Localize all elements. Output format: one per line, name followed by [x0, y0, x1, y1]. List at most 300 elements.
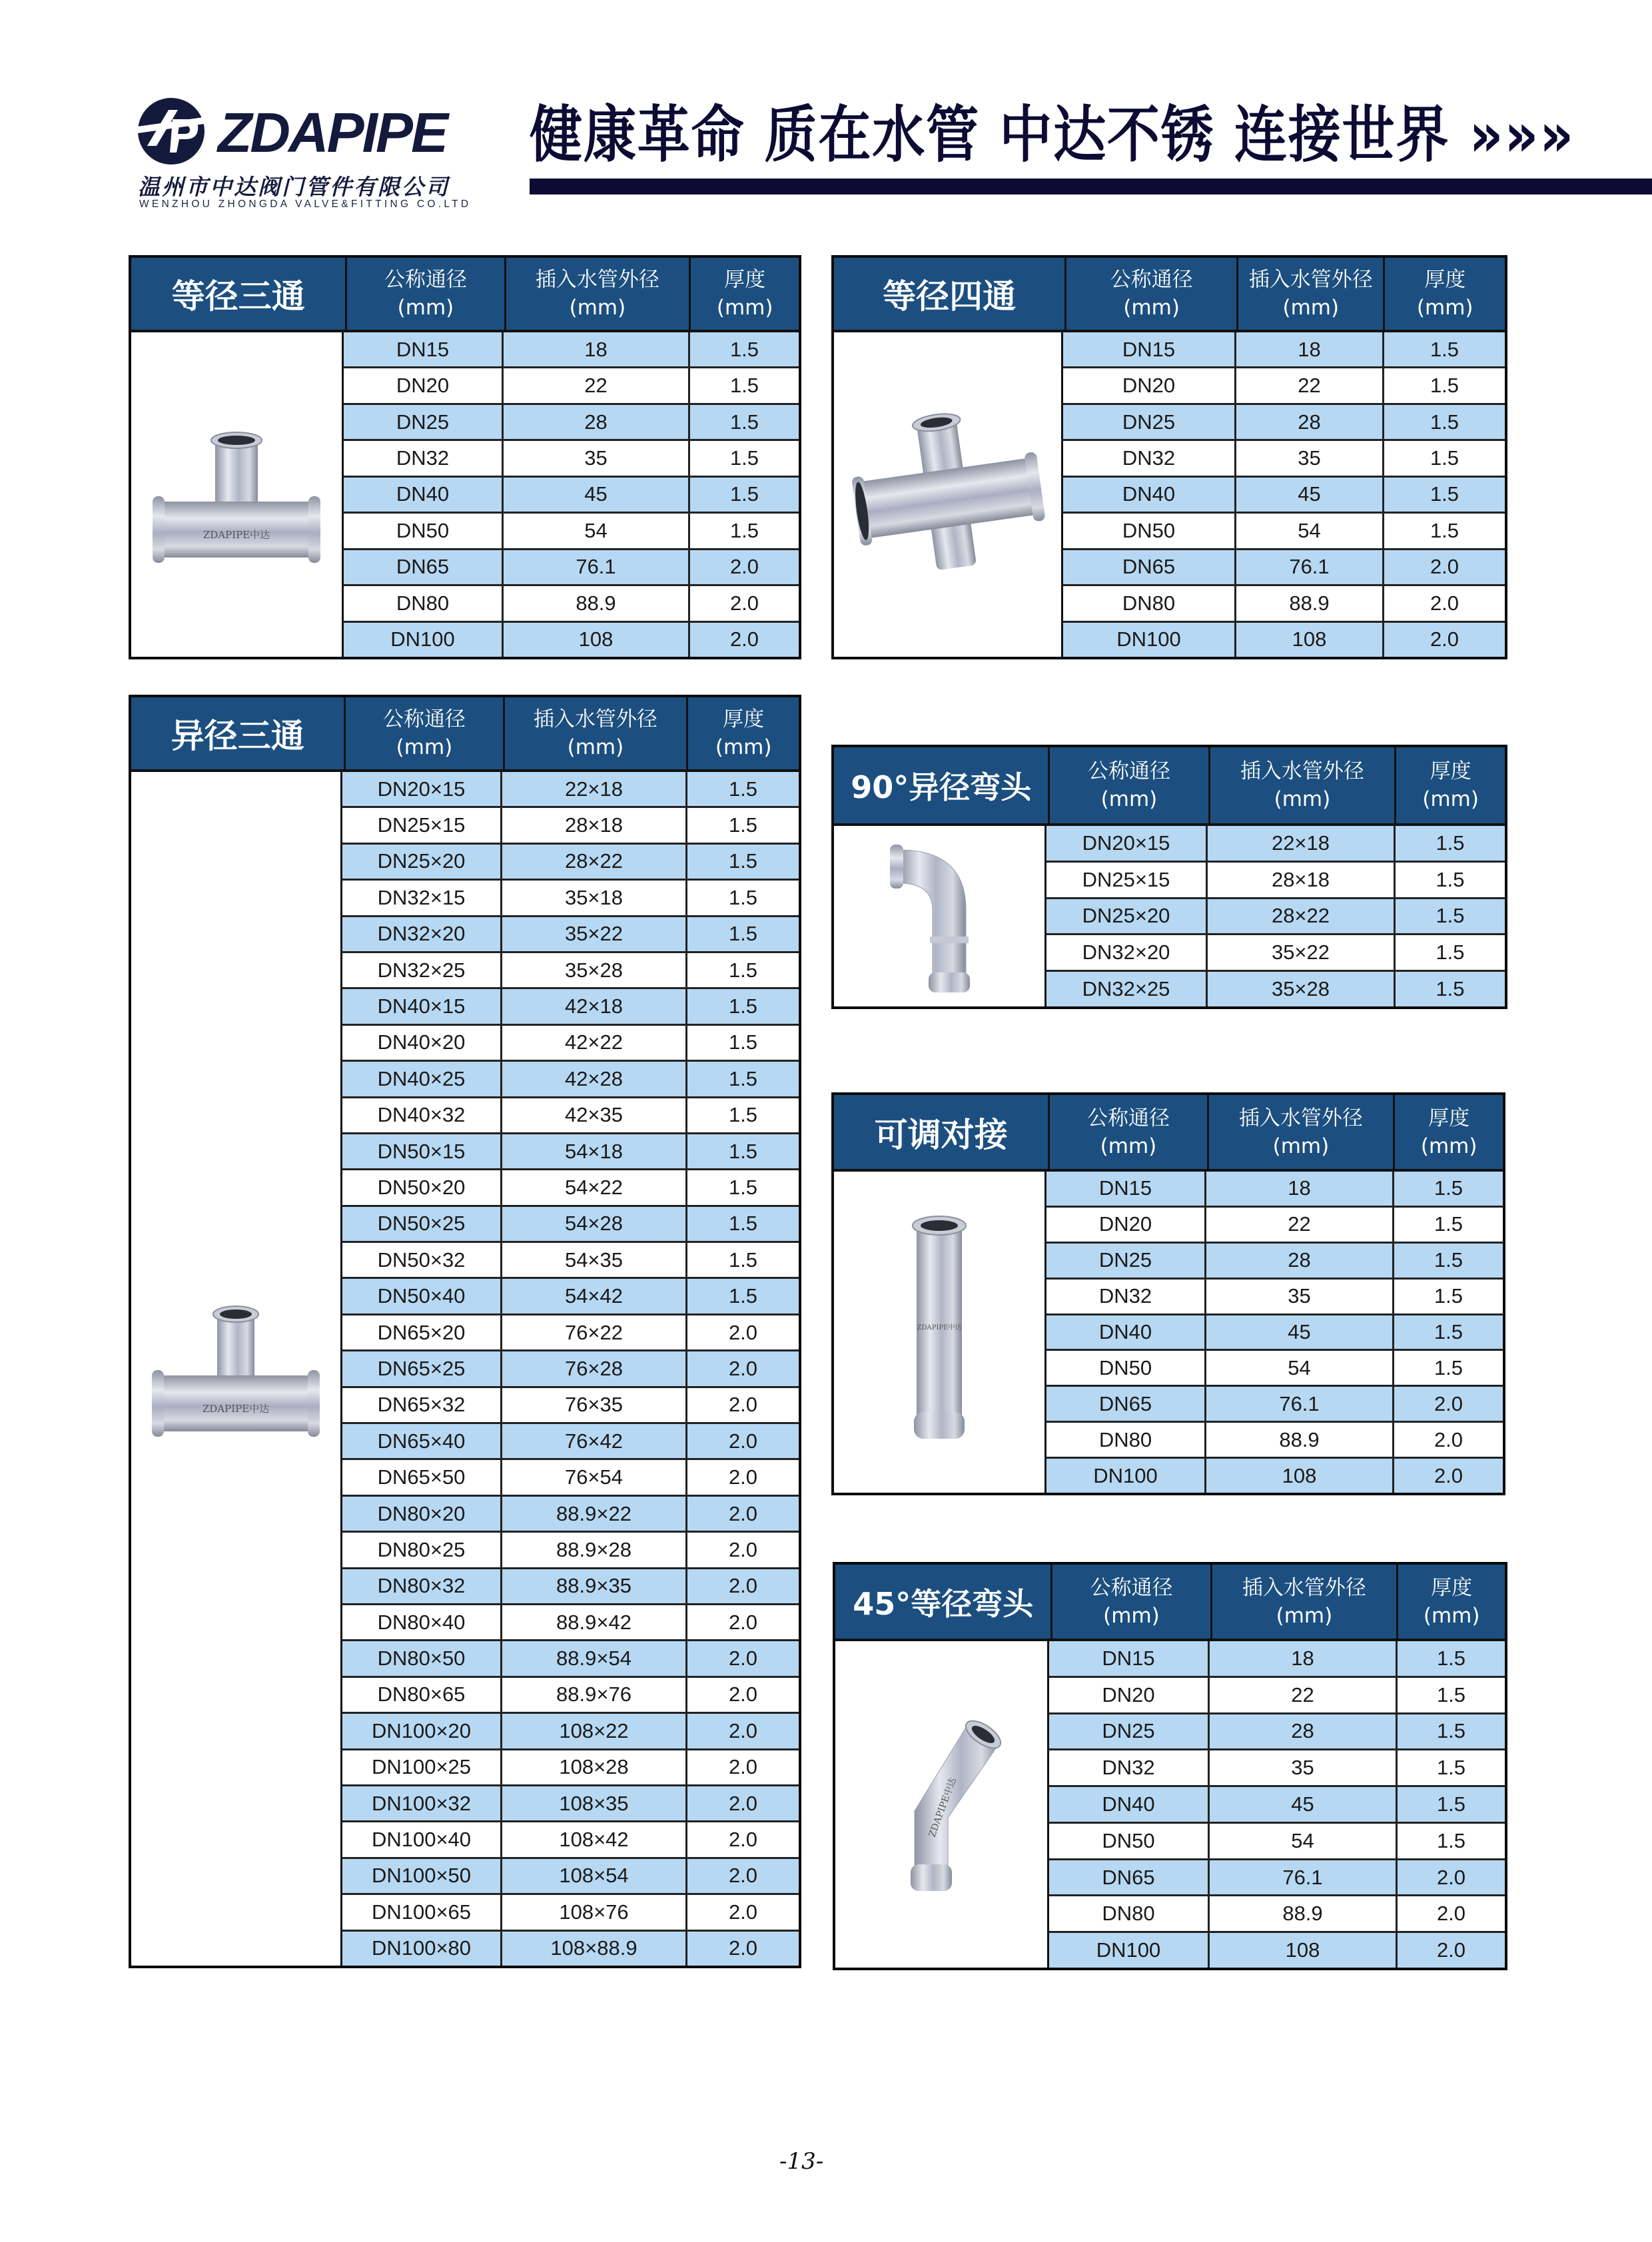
- table-row: [342, 989, 799, 1025]
- column-header-label: 公称通径: [1086, 1106, 1170, 1130]
- cell-outer-diameter: 35: [1210, 1750, 1398, 1785]
- cell-nominal-diameter: DN80: [1046, 1423, 1206, 1457]
- svg-text:ZDAPIPE中达: ZDAPIPE中达: [202, 1403, 270, 1415]
- table-row: [1063, 441, 1505, 477]
- cell-outer-diameter: 54: [1210, 1824, 1398, 1858]
- page-number: -13-: [779, 2148, 824, 2175]
- cell-outer-diameter: 28×18: [1208, 863, 1396, 897]
- cell-outer-diameter: 28×18: [502, 808, 687, 842]
- column-header-thickness: [691, 258, 799, 330]
- table-row: [342, 1207, 799, 1243]
- cell-nominal-diameter: DN32: [344, 441, 504, 475]
- table-row: [344, 332, 799, 368]
- cell-nominal-diameter: DN50×15: [342, 1134, 502, 1168]
- column-header-unit: (mm): [1416, 296, 1473, 320]
- table-row: [342, 1243, 799, 1279]
- column-header-unit: (mm): [1100, 1134, 1157, 1158]
- cell-nominal-diameter: DN65: [1063, 550, 1236, 584]
- cell-outer-diameter: 42×22: [502, 1026, 687, 1060]
- cell-outer-diameter: 22: [504, 368, 690, 402]
- column-header-nominal: [346, 697, 504, 769]
- cell-thickness: 1.5: [1436, 831, 1465, 855]
- column-header-thickness: [1395, 1095, 1503, 1169]
- cell-nominal-diameter: DN50×20: [342, 1170, 502, 1204]
- spec-table-reducing-elbow-90: [831, 745, 1507, 1009]
- table-row: [342, 1460, 799, 1496]
- table-row: [1063, 586, 1505, 622]
- cell-thickness: 1.5: [728, 1139, 758, 1163]
- table-header: [834, 1095, 1503, 1172]
- cell-thickness: 1.5: [728, 813, 758, 837]
- cell-nominal-diameter: DN40: [1063, 478, 1236, 512]
- column-header-label: 厚度: [1431, 1575, 1473, 1600]
- cell-outer-diameter: 76.1: [1206, 1387, 1394, 1421]
- cell-thickness: 2.0: [728, 1755, 758, 1779]
- column-header-unit: (mm): [1123, 296, 1180, 320]
- table-row: [344, 478, 799, 514]
- logo-company-cn: 温州市中达阀门管件有限公司: [138, 174, 450, 200]
- cell-outer-diameter: 108: [1236, 623, 1384, 657]
- equal-tee-fitting-image: [131, 332, 344, 657]
- table-row: [344, 550, 799, 586]
- cell-nominal-diameter: DN100×32: [342, 1786, 502, 1820]
- column-header-unit: (mm): [1274, 787, 1331, 811]
- table-row: [342, 808, 799, 844]
- table-row: [1049, 1787, 1505, 1824]
- table-row: [342, 1932, 799, 1966]
- table-rows: [342, 772, 799, 1966]
- table-row: [1063, 478, 1505, 514]
- cell-thickness: 1.5: [728, 1175, 758, 1199]
- cell-nominal-diameter: DN50: [344, 514, 504, 548]
- cell-thickness: 2.0: [1430, 627, 1459, 651]
- table-row: [344, 623, 799, 657]
- table-row: [1046, 972, 1505, 1006]
- cell-nominal-diameter: DN40×25: [342, 1062, 502, 1096]
- cell-outer-diameter: 76×42: [502, 1424, 687, 1458]
- cell-thickness: 1.5: [729, 482, 759, 506]
- cell-outer-diameter: 35: [504, 441, 690, 475]
- table-row: [342, 1388, 799, 1424]
- cell-outer-diameter: 18: [1206, 1172, 1394, 1206]
- cell-thickness: 1.5: [1434, 1212, 1463, 1236]
- cell-outer-diameter: 88.9: [1210, 1896, 1398, 1931]
- cell-outer-diameter: 88.9: [1236, 586, 1384, 620]
- cell-outer-diameter: 88.9×35: [502, 1569, 687, 1603]
- cell-thickness: 1.5: [729, 410, 759, 434]
- cell-thickness: 1.5: [728, 777, 758, 801]
- cell-thickness: 2.0: [728, 1356, 758, 1380]
- table-row: [1063, 332, 1505, 368]
- table-row: [342, 1134, 799, 1170]
- table-row: [1049, 1678, 1505, 1714]
- cell-nominal-diameter: DN32×25: [1046, 972, 1208, 1006]
- cell-outer-diameter: 45: [1236, 478, 1384, 512]
- column-header-nominal: [1050, 747, 1210, 823]
- column-header-label: 插入水管外径: [1242, 1575, 1366, 1600]
- table-header: [834, 747, 1505, 826]
- table-row: [1063, 623, 1505, 657]
- cell-nominal-diameter: DN20: [344, 368, 504, 402]
- zp-logo-icon: [137, 97, 206, 166]
- cell-thickness: 1.5: [1430, 446, 1459, 470]
- cell-outer-diameter: 35×28: [502, 953, 687, 987]
- table-row: [342, 1641, 799, 1677]
- cell-thickness: 1.5: [1430, 410, 1459, 434]
- column-header-label: 公称通径: [384, 268, 467, 292]
- cell-thickness: 1.5: [728, 1103, 758, 1127]
- cell-outer-diameter: 22×18: [502, 772, 687, 806]
- cell-outer-diameter: 42×35: [502, 1098, 687, 1132]
- cell-thickness: 1.5: [728, 849, 758, 873]
- table-row: [342, 1678, 799, 1714]
- cell-thickness: 1.5: [1436, 1828, 1466, 1852]
- cell-outer-diameter: 35×18: [502, 881, 687, 915]
- cell-outer-diameter: 76×22: [502, 1315, 687, 1349]
- column-header-label: 公称通径: [1090, 1575, 1173, 1600]
- cell-nominal-diameter: DN65×20: [342, 1315, 502, 1349]
- cell-nominal-diameter: DN65: [1049, 1860, 1210, 1895]
- cell-thickness: 1.5: [1436, 940, 1465, 964]
- column-header-thickness: [1396, 747, 1505, 823]
- table-rows: [1046, 826, 1505, 1006]
- cell-thickness: 2.0: [728, 1718, 758, 1742]
- cell-outer-diameter: 108×28: [502, 1750, 687, 1784]
- slogan-underline-bar: [530, 179, 1652, 194]
- table-header: [835, 1565, 1505, 1641]
- cell-outer-diameter: 88.9×76: [502, 1678, 687, 1712]
- table-title: 90°异径弯头: [834, 747, 1050, 823]
- cell-nominal-diameter: DN80×32: [342, 1569, 502, 1603]
- cell-outer-diameter: 88.9×54: [502, 1641, 687, 1675]
- column-header-od: [1238, 258, 1385, 330]
- cell-outer-diameter: 108: [504, 623, 690, 657]
- table-row: [1046, 899, 1505, 936]
- table-row: [342, 1497, 799, 1533]
- cell-outer-diameter: 54×35: [502, 1243, 687, 1277]
- cell-nominal-diameter: DN100×50: [342, 1859, 502, 1893]
- cell-nominal-diameter: DN80×65: [342, 1678, 502, 1712]
- cell-thickness: 1.5: [1436, 904, 1465, 928]
- cell-nominal-diameter: DN40×15: [342, 989, 502, 1023]
- cell-thickness: 1.5: [729, 337, 759, 361]
- cell-nominal-diameter: DN15: [1046, 1172, 1206, 1206]
- column-header-label: 厚度: [1428, 1106, 1470, 1130]
- cell-outer-diameter: 35: [1206, 1280, 1394, 1313]
- table-row: [1046, 1351, 1503, 1387]
- column-header-thickness: [1398, 1565, 1505, 1639]
- cell-nominal-diameter: DN80×25: [342, 1533, 502, 1567]
- cell-thickness: 1.5: [1434, 1176, 1463, 1200]
- column-header-label: 厚度: [1430, 759, 1471, 783]
- spec-table-equal-tee: [129, 255, 801, 659]
- cell-nominal-diameter: DN40: [1046, 1315, 1206, 1349]
- table-row: [1049, 1896, 1505, 1933]
- cell-outer-diameter: 88.9: [504, 586, 690, 620]
- cell-thickness: 1.5: [728, 958, 758, 982]
- table-row: [342, 1098, 799, 1134]
- cell-outer-diameter: 54×42: [502, 1279, 687, 1313]
- cell-thickness: 2.0: [728, 1429, 758, 1453]
- table-title: 等径三通: [131, 258, 347, 330]
- cell-thickness: 2.0: [728, 1537, 758, 1561]
- cell-nominal-diameter: DN15: [344, 332, 504, 366]
- cell-outer-diameter: 76.1: [1210, 1860, 1398, 1895]
- cell-outer-diameter: 76×54: [502, 1460, 687, 1494]
- cell-outer-diameter: 108: [1206, 1459, 1394, 1493]
- cell-thickness: 2.0: [728, 1610, 758, 1634]
- column-header-od: [505, 697, 689, 769]
- table-row: [1063, 550, 1505, 586]
- column-header-unit: (mm): [1423, 1603, 1480, 1628]
- cell-outer-diameter: 88.9×42: [502, 1605, 687, 1639]
- table-row: [1049, 1750, 1505, 1787]
- table-row: [1046, 826, 1505, 863]
- svg-text:ZDAPIPE中达: ZDAPIPE中达: [927, 1776, 959, 1839]
- cell-thickness: 1.5: [728, 994, 758, 1018]
- cell-nominal-diameter: DN80: [1063, 586, 1236, 620]
- table-row: [1063, 405, 1505, 441]
- table-row: [1046, 1172, 1503, 1208]
- cell-outer-diameter: 108×42: [502, 1822, 687, 1856]
- cell-outer-diameter: 28×22: [1208, 899, 1396, 934]
- cell-outer-diameter: 45: [504, 478, 690, 512]
- cell-thickness: 1.5: [1434, 1320, 1463, 1343]
- table-row: [342, 1714, 799, 1750]
- cell-nominal-diameter: DN65×40: [342, 1424, 502, 1458]
- cell-outer-diameter: 88.9×28: [502, 1533, 687, 1567]
- cell-nominal-diameter: DN50: [1063, 514, 1236, 548]
- column-header-unit: (mm): [1422, 787, 1479, 811]
- cell-outer-diameter: 108×35: [502, 1786, 687, 1820]
- cell-nominal-diameter: DN32×20: [1046, 935, 1208, 970]
- cell-thickness: 1.5: [1436, 1756, 1466, 1780]
- cell-nominal-diameter: DN65: [344, 550, 504, 584]
- column-header-label: 厚度: [723, 707, 765, 731]
- cell-nominal-diameter: DN80: [1049, 1896, 1210, 1931]
- table-row: [1049, 1641, 1505, 1678]
- cell-thickness: 1.5: [729, 374, 759, 398]
- cell-nominal-diameter: DN100: [344, 623, 504, 657]
- table-row: [342, 1026, 799, 1062]
- table-row: [344, 441, 799, 477]
- cell-thickness: 1.5: [728, 1030, 758, 1054]
- cell-nominal-diameter: DN50×32: [342, 1243, 502, 1277]
- cell-thickness: 2.0: [728, 1501, 758, 1525]
- table-row: [1046, 1244, 1503, 1280]
- cell-outer-diameter: 22×18: [1208, 826, 1396, 861]
- cell-nominal-diameter: DN100×80: [342, 1932, 502, 1966]
- column-header-unit: (mm): [1282, 296, 1340, 320]
- cell-thickness: 2.0: [728, 1900, 758, 1924]
- cell-nominal-diameter: DN40: [1049, 1787, 1210, 1822]
- cell-thickness: 1.5: [1436, 1719, 1466, 1743]
- table-row: [344, 405, 799, 441]
- cell-outer-diameter: 18: [1210, 1641, 1398, 1676]
- cell-thickness: 2.0: [729, 627, 759, 651]
- table-row: [1046, 863, 1505, 899]
- cell-outer-diameter: 28: [1236, 405, 1384, 439]
- cell-thickness: 1.5: [1436, 977, 1465, 1001]
- column-header-unit: (mm): [716, 296, 773, 320]
- cell-nominal-diameter: DN25: [344, 405, 504, 439]
- cell-thickness: 1.5: [728, 1212, 758, 1236]
- cell-thickness: 2.0: [728, 1828, 758, 1852]
- table-row: [1046, 1280, 1503, 1315]
- cell-outer-diameter: 28: [1206, 1244, 1394, 1278]
- cell-outer-diameter: 54: [1206, 1351, 1394, 1385]
- table-row: [342, 1750, 799, 1786]
- column-header-unit: (mm): [569, 296, 626, 320]
- table-rows: [1046, 1172, 1503, 1493]
- cell-thickness: 1.5: [728, 1066, 758, 1090]
- cell-nominal-diameter: DN100×25: [342, 1750, 502, 1784]
- column-header-od: [506, 258, 691, 330]
- column-header-label: 公称通径: [1110, 268, 1193, 292]
- cell-outer-diameter: 76.1: [504, 550, 690, 584]
- cell-thickness: 1.5: [1436, 867, 1465, 891]
- cell-nominal-diameter: DN32: [1046, 1280, 1206, 1313]
- table-row: [342, 1822, 799, 1858]
- cell-thickness: 2.0: [729, 591, 759, 615]
- column-header-unit: (mm): [1276, 1603, 1333, 1628]
- cell-outer-diameter: 54: [1236, 514, 1384, 548]
- table-row: [1049, 1824, 1505, 1860]
- spec-table-equal-cross: [831, 255, 1507, 659]
- cell-nominal-diameter: DN20: [1049, 1678, 1210, 1712]
- column-header-unit: (mm): [1420, 1134, 1477, 1158]
- table-row: [342, 953, 799, 989]
- cell-nominal-diameter: DN100: [1063, 623, 1236, 657]
- cell-nominal-diameter: DN32: [1049, 1750, 1210, 1785]
- cell-thickness: 2.0: [728, 1936, 758, 1960]
- table-row: [342, 881, 799, 917]
- cell-nominal-diameter: DN25: [1046, 1244, 1206, 1278]
- cell-nominal-diameter: DN40: [344, 478, 504, 512]
- svg-text:ZDAPIPE中达: ZDAPIPE中达: [203, 528, 270, 541]
- cell-nominal-diameter: DN80×50: [342, 1641, 502, 1675]
- cell-outer-diameter: 35×28: [1208, 972, 1396, 1006]
- cell-thickness: 2.0: [1430, 555, 1459, 579]
- table-row: [342, 1786, 799, 1822]
- cell-thickness: 2.0: [728, 1647, 758, 1671]
- table-header: [834, 258, 1505, 332]
- cell-nominal-diameter: DN65×50: [342, 1460, 502, 1494]
- cell-outer-diameter: 42×18: [502, 989, 687, 1023]
- column-header-nominal: [347, 258, 506, 330]
- table-row: [1046, 1208, 1503, 1244]
- column-header-od: [1210, 747, 1397, 823]
- cell-thickness: 1.5: [1436, 1646, 1466, 1670]
- cell-outer-diameter: 35×22: [1208, 935, 1396, 970]
- cell-outer-diameter: 54×22: [502, 1170, 687, 1204]
- table-row: [1046, 1387, 1503, 1423]
- table-row: [342, 1351, 799, 1387]
- table-rows: [1063, 332, 1505, 657]
- table-row: [344, 368, 799, 404]
- table-row: [342, 1859, 799, 1895]
- column-header-od: [1209, 1095, 1396, 1169]
- reducing-elbow-90-fitting-image: [834, 826, 1046, 1006]
- table-row: [342, 917, 799, 953]
- cell-outer-diameter: 28×22: [502, 845, 687, 879]
- cell-thickness: 1.5: [1430, 482, 1459, 506]
- column-header-thickness: [688, 697, 799, 769]
- cell-nominal-diameter: DN20×15: [342, 772, 502, 806]
- cell-thickness: 2.0: [1430, 591, 1459, 615]
- cell-nominal-diameter: DN32×20: [342, 917, 502, 951]
- cell-outer-diameter: 88.9: [1206, 1423, 1394, 1457]
- table-title: 异径三通: [131, 697, 346, 769]
- cell-outer-diameter: 18: [1236, 332, 1384, 366]
- cell-thickness: 1.5: [1434, 1284, 1463, 1308]
- cell-nominal-diameter: DN50: [1049, 1824, 1210, 1858]
- table-row: [1046, 1315, 1503, 1351]
- table-row: [1046, 1459, 1503, 1493]
- spec-table-reducing-tee: [129, 695, 801, 1968]
- table-row: [1049, 1933, 1505, 1968]
- table-row: [342, 1062, 799, 1098]
- column-header-nominal: [1050, 1095, 1208, 1169]
- cell-thickness: 1.5: [1436, 1682, 1466, 1706]
- cell-thickness: 1.5: [1430, 374, 1459, 398]
- cell-thickness: 1.5: [729, 518, 759, 542]
- cell-nominal-diameter: DN20×15: [1046, 826, 1208, 861]
- cell-nominal-diameter: DN80: [344, 586, 504, 620]
- cell-outer-diameter: 76×28: [502, 1351, 687, 1385]
- cell-nominal-diameter: DN25×15: [1046, 863, 1208, 897]
- cell-nominal-diameter: DN15: [1049, 1641, 1210, 1676]
- reducing-tee-fitting-image: [131, 772, 342, 1966]
- table-row: [344, 514, 799, 550]
- column-header-od: [1212, 1565, 1399, 1639]
- table-row: [1049, 1714, 1505, 1751]
- column-header-label: 厚度: [1424, 268, 1466, 292]
- cell-outer-diameter: 22: [1210, 1678, 1398, 1712]
- cell-thickness: 2.0: [729, 555, 759, 579]
- cell-thickness: 2.0: [728, 1574, 758, 1598]
- cell-outer-diameter: 108×88.9: [502, 1932, 687, 1966]
- cell-thickness: 2.0: [728, 1682, 758, 1706]
- table-rows: [1049, 1641, 1505, 1968]
- equal-cross-fitting-image: [834, 332, 1063, 657]
- table-header: [131, 697, 799, 772]
- cell-thickness: 1.5: [729, 446, 759, 470]
- cell-nominal-diameter: DN100: [1046, 1459, 1206, 1493]
- table-row: [342, 845, 799, 881]
- cell-nominal-diameter: DN15: [1063, 332, 1236, 366]
- table-row: [342, 1895, 799, 1931]
- cell-nominal-diameter: DN32×25: [342, 953, 502, 987]
- cell-thickness: 2.0: [728, 1465, 758, 1489]
- logo-company-en: WENZHOU ZHONGDA VALVE&FITTING CO.LTD: [139, 198, 472, 210]
- cell-outer-diameter: 42×28: [502, 1062, 687, 1096]
- column-header-label: 公称通径: [382, 707, 466, 731]
- cell-thickness: 2.0: [1436, 1865, 1466, 1889]
- adjustable-coupling-fitting-image: [834, 1172, 1046, 1493]
- table-row: [342, 1605, 799, 1641]
- cell-outer-diameter: 28: [504, 405, 690, 439]
- cell-thickness: 1.5: [1430, 337, 1459, 361]
- table-title: 等径四通: [834, 258, 1066, 330]
- table-row: [342, 1424, 799, 1460]
- column-header-label: 厚度: [724, 268, 766, 292]
- table-row: [1046, 1423, 1503, 1459]
- cell-nominal-diameter: DN32: [1063, 441, 1236, 475]
- table-row: [342, 1170, 799, 1206]
- cell-outer-diameter: 108: [1210, 1933, 1398, 1968]
- cell-nominal-diameter: DN25: [1049, 1714, 1210, 1749]
